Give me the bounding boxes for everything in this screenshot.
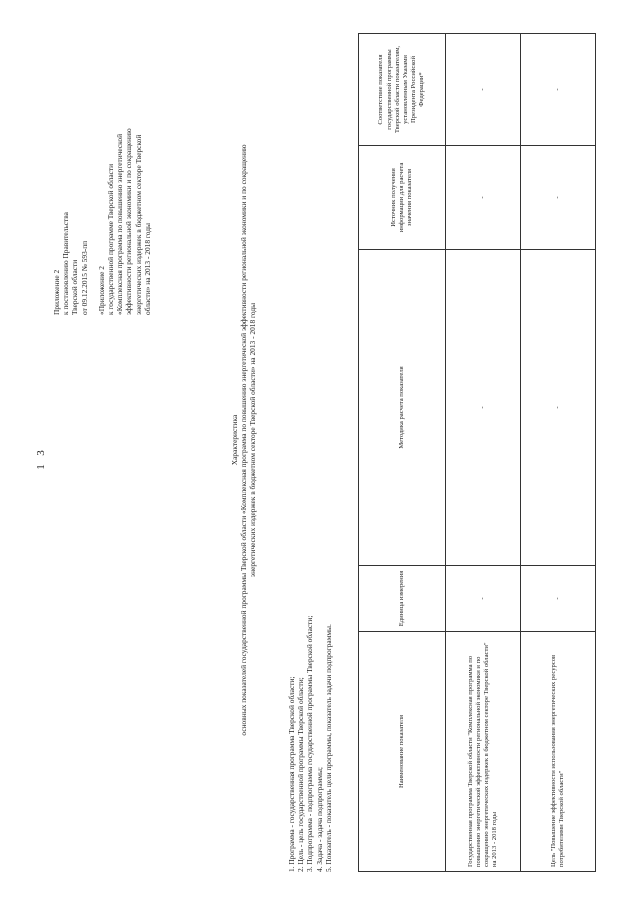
table-cell: - [446, 566, 521, 632]
title-line: Характеристика [230, 414, 239, 466]
title-line: энергетических издержек в бюджетном секторе Тверской области» на 2013 - 2018 годы [248, 302, 258, 578]
table-cell: - [446, 146, 521, 250]
program-appendix-line: «Приложение 2 [96, 266, 106, 315]
header-data-source: Источник получения информации для расчета значения показателя [359, 146, 446, 250]
table-cell: Цель "Повышение эффективности использования энергетических ресурсов потребителями Тверской области" [521, 632, 596, 872]
appendix-line: от 09.12.2015 № 593-пп [79, 240, 89, 315]
program-appendix-line: к государственной программе Тверской области [106, 163, 116, 315]
program-appendix-line: энергетических издержек в бюджетном секторе Тверской [133, 134, 143, 315]
indicators-table [358, 33, 596, 872]
table-cell: - [446, 250, 521, 566]
appendix-line: Тверской области [70, 259, 80, 315]
table-row [446, 34, 521, 872]
program-appendix-line: «Комплексная программа по повышению энергетической [115, 133, 125, 315]
legend-item: 5. Показатель - показатель цели программы, показатель задачи подпрограммы. [323, 624, 333, 872]
header-indicator-name: Наименование показателя [359, 632, 446, 872]
header-decree-compliance: Соответствие показателя государственной программы Тверской области показателям, установленным Указами Президента Российской Федерации* [359, 34, 446, 146]
table-row [521, 34, 596, 872]
title-line: основных показателей государственной программы Тверской области «Комплексная программа по повышению энергетической эффективности региональной экономики и по сокращению [239, 144, 249, 736]
table-cell: - [521, 146, 596, 250]
table-cell: - [521, 566, 596, 632]
legend-item: 3. Подпрограмма - подпрограмма государственной программы Тверской области; [305, 615, 315, 872]
table-cell: - [521, 34, 596, 146]
table-header-row [359, 34, 446, 872]
appendix-line: к постановлению Правительства [61, 212, 71, 315]
page-number: 3 1 [35, 450, 47, 470]
table-cell: Государственная программа Тверской области "Комплексная программа по повышению энергетической эффективности региональной экономики и по сокращению энергетических издержек в бюджетном секторе Тверской области" на 2013 - 2018 годы [446, 632, 521, 872]
legend-item: 1. Программа - государственная программа Тверской области; [287, 676, 296, 872]
program-appendix-line: области» на 2013 - 2018 годы [142, 223, 152, 315]
legend-list [287, 352, 333, 872]
table-cell: - [446, 34, 521, 146]
header-calculation-method: Методика расчета показателя [359, 250, 446, 566]
table-cell: - [521, 250, 596, 566]
document-title [230, 50, 258, 830]
appendix-block [52, 75, 152, 315]
header-unit: Единица измерения [359, 566, 446, 632]
legend-item: 2. Цель - цель государственной программы Тверской области; [296, 677, 306, 872]
legend-item: 4. Задача - задача подпрограммы; [314, 767, 324, 872]
rotated-page [52, 25, 632, 880]
program-appendix-line: эффективности региональной экономики и по сокращению [124, 128, 134, 315]
appendix-line: Приложение 2 [52, 269, 61, 315]
